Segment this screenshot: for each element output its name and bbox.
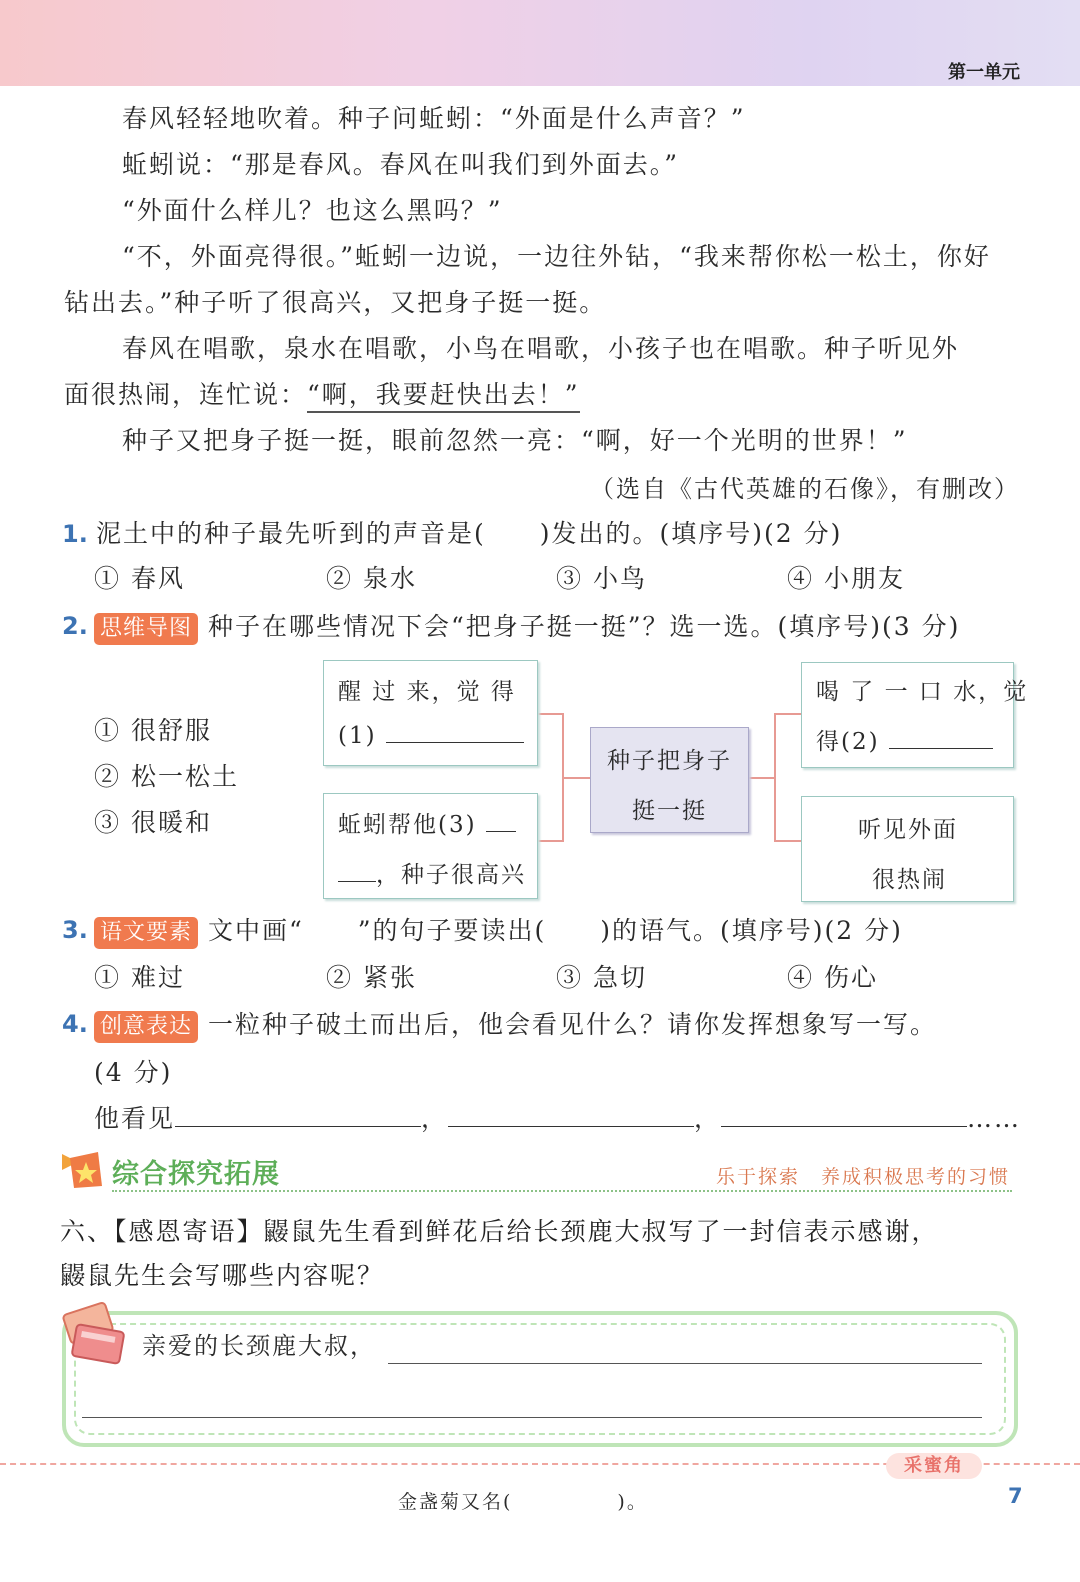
motto-part: 乐于探索 [715,1166,800,1188]
q3-option[interactable]: ④ 伤心 [787,963,878,992]
q4-answer-line [94,1104,1021,1134]
map-text: 醒 过 来，觉 得 [338,679,516,705]
q1-option[interactable]: ④ 小朋友 [787,564,905,593]
passage-line: “外面什么样儿？也这么黑吗？” [122,196,503,225]
map-label: 得(2) [816,729,880,755]
letter-box [62,1311,1018,1447]
letter-greeting: 亲爱的长颈鹿大叔， [142,1332,376,1360]
q3-option[interactable]: ② 紧张 [326,963,417,992]
map-connector [774,713,802,715]
q6-line: 六、【感恩寄语】鼹鼠先生看到鲜花后给长颈鹿大叔写了一封信表示感谢， [60,1217,939,1246]
section-divider [112,1190,1012,1192]
unit-label: 第一单元 [948,62,1020,83]
map-connector [562,777,590,779]
map-center-text: 种子把身子 [607,748,732,774]
header-band [0,0,1080,86]
books-icon [60,1300,132,1370]
q4-score: (4 分) [94,1058,173,1087]
q1-option[interactable]: ① 春风 [94,564,185,593]
q2-line [94,612,960,645]
answer-blank[interactable] [175,1126,421,1127]
q3-option[interactable]: ③ 急切 [556,963,647,992]
q2-number: 2. [62,612,88,640]
section-title: 综合探究拓展 [112,1159,280,1190]
q2-choice: ② 松一松土 [94,762,239,791]
star-flag-icon [58,1148,106,1190]
underlined-sentence: “啊，我要赶快出去！” [307,380,580,413]
map-label: ，种子很高兴 [376,862,526,888]
map-text: 听见外面 [858,817,958,843]
passage-line: 种子又把身子挺一挺，眼前忽然一亮：“啊，好一个光明的世界！” [122,426,908,455]
q3-tag: 语文要素 [94,917,198,949]
q3-line [94,916,903,949]
map-text [338,723,524,749]
answer-blank[interactable] [889,748,993,749]
footer-question: 金盏菊又名( )。 [398,1491,648,1513]
passage-line: 蚯蚓说：“那是春风。春风在叫我们到外面去。” [122,150,680,179]
passage-text: 面很热闹，连忙说： [64,380,308,409]
q2-choice: ③ 很暖和 [94,808,212,837]
q4-separator: ， [694,1104,722,1133]
q4-line [94,1010,937,1043]
map-connector [747,777,775,779]
map-center [590,727,749,833]
page-number: 7 [1008,1484,1023,1508]
letter-writing-line[interactable] [388,1363,982,1364]
map-text: 很热闹 [872,867,947,893]
q1-text: 泥土中的种子最先听到的声音是( )发出的。(填序号)(2 分) [96,519,843,548]
map-text: 喝 了 一 口 水，觉 [816,679,1029,705]
q2-tag: 思维导图 [94,613,198,645]
q4-prompt: 他看见 [94,1104,176,1133]
q6-line: 鼹鼠先生会写哪些内容呢？ [60,1261,385,1290]
answer-blank[interactable] [386,742,524,743]
footer-badge: 采蜜角 [886,1453,982,1479]
map-text [338,856,526,889]
q2-text: 种子在哪些情况下会“把身子挺一挺”？选一选。(填序号)(3 分) [207,612,961,641]
map-box-bottom-left [323,793,538,899]
map-center-text: 挺一挺 [632,798,707,824]
map-connector [774,840,802,842]
q1-option[interactable]: ② 泉水 [326,564,417,593]
map-connector [774,713,776,842]
q4-ellipsis: …… [967,1104,1022,1133]
map-text [816,723,993,756]
answer-blank[interactable] [486,831,516,832]
map-connector [537,713,563,715]
q1-option[interactable]: ③ 小鸟 [556,564,647,593]
q1-number: 1. [62,520,88,548]
answer-blank[interactable] [721,1126,967,1127]
map-label: 蚯蚓帮他(3) [338,812,477,838]
q3-number: 3. [62,916,88,944]
map-label: (1) [338,723,377,749]
passage-line: “不，外面亮得很。”蚯蚓一边说，一边往外钻，“我来帮你松一松土，你好 [122,242,991,271]
map-box-top-right [801,662,1029,768]
motto-part: 养成积极思考的习惯 [820,1166,1010,1188]
map-connector [537,840,563,842]
q4-number: 4. [62,1010,88,1038]
q2-choice: ① 很舒服 [94,716,212,745]
passage-line [64,380,580,410]
map-box-bottom-right [801,796,1014,902]
answer-blank[interactable] [338,881,376,882]
passage-line: 春风轻轻地吹着。种子问蚯蚓：“外面是什么声音？” [122,104,746,133]
q4-separator: ， [421,1104,449,1133]
map-text [338,806,516,839]
q4-text: 一粒种子破土而出后，他会看见什么？请你发挥想象写一写。 [207,1010,937,1039]
section-motto [716,1162,1010,1189]
q4-tag: 创意表达 [94,1011,198,1043]
answer-blank[interactable] [448,1126,694,1127]
passage-line: 春风在唱歌，泉水在唱歌，小鸟在唱歌，小孩子也在唱歌。种子听见外 [122,334,960,363]
map-box-top-left [323,660,538,766]
passage-line: 钻出去。”种子听了很高兴，又把身子挺一挺。 [64,288,607,317]
letter-writing-line[interactable] [82,1417,982,1418]
q3-option[interactable]: ① 难过 [94,963,185,992]
passage-source: （选自《古代英雄的石像》，有删改） [590,475,1020,503]
q3-text: 文中画“ ”的句子要读出( )的语气。(填序号)(2 分) [207,916,903,945]
